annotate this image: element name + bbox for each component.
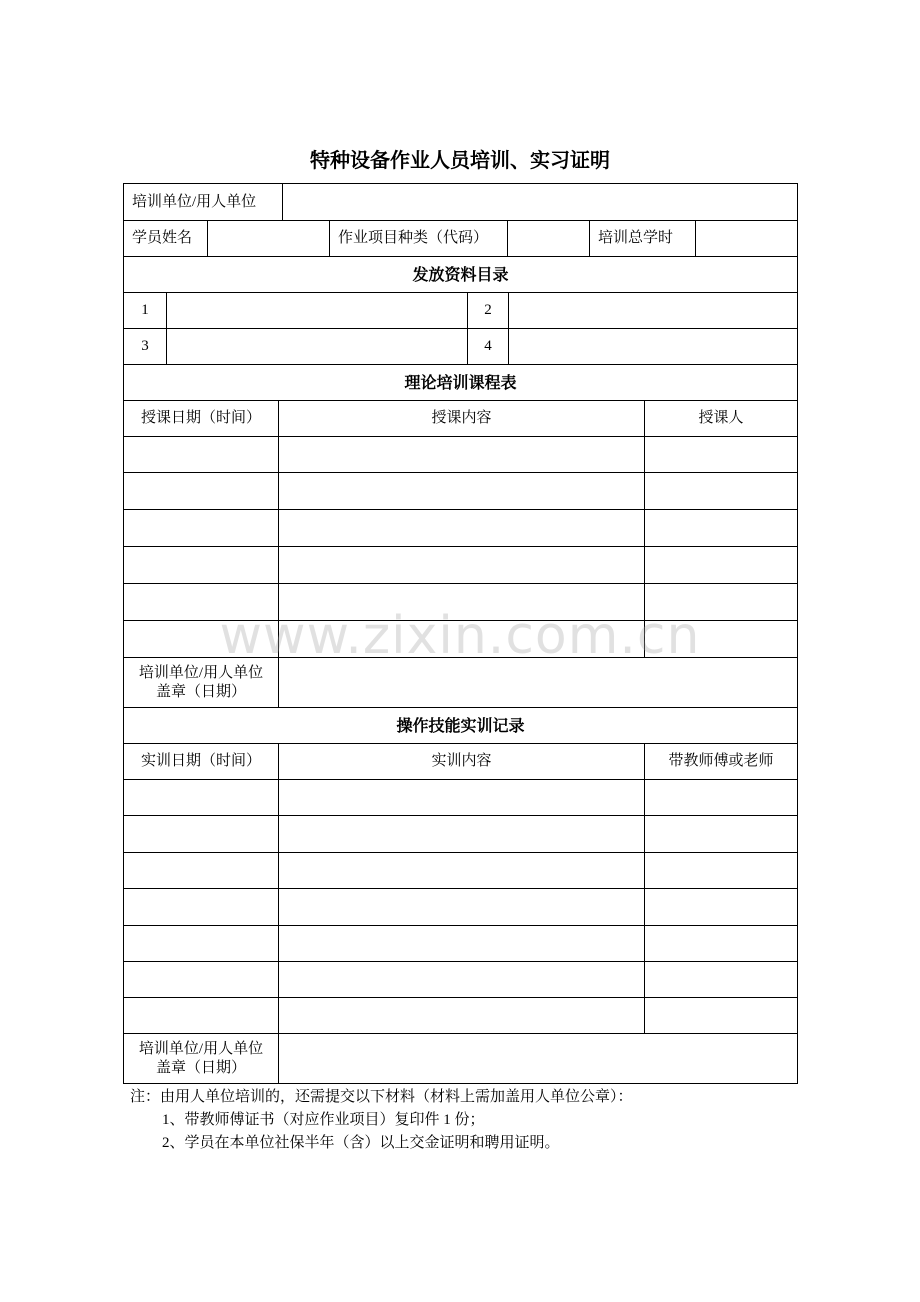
practice-seal-line1: 培训单位/用人单位 <box>138 1040 264 1057</box>
practice-seal-label <box>124 1034 278 1083</box>
notes-item: 1、带教师傅证书（对应作业项目）复印件 1 份； <box>162 1112 485 1128</box>
project-type-field[interactable] <box>508 221 589 256</box>
theory-content-header: 授课内容 <box>431 410 492 426</box>
theory-teacher-header: 授课人 <box>698 410 744 426</box>
practice-content-header: 实训内容 <box>431 753 492 769</box>
theory-seal-line2: 盖章（日期） <box>155 683 246 700</box>
training-unit-field[interactable] <box>283 184 797 220</box>
practice-seal-field[interactable] <box>279 1034 797 1083</box>
notes <box>130 1086 633 1155</box>
theory-seal-line1: 培训单位/用人单位 <box>138 664 264 681</box>
student-name-field[interactable] <box>208 221 329 256</box>
watermark: www.zixin.com.cn <box>219 606 701 666</box>
theory-section-title: 理论培训课程表 <box>404 373 517 392</box>
material-item-number: 3 <box>141 338 149 354</box>
material-item-field[interactable] <box>167 293 467 328</box>
practice-teacher-header: 带教师傅或老师 <box>668 753 774 769</box>
student-name-label: 学员姓名 <box>132 230 193 246</box>
theory-date-header: 授课日期（时间） <box>140 410 261 426</box>
material-item-field[interactable] <box>509 293 797 328</box>
material-item-number: 4 <box>484 338 492 354</box>
notes-item: 2、学员在本单位社保半年（含）以上交金证明和聘用证明。 <box>162 1135 560 1151</box>
material-item-number: 1 <box>141 302 149 318</box>
training-hours-field[interactable] <box>696 221 797 256</box>
project-type-label: 作业项目种类（代码） <box>338 230 489 246</box>
training-hours-label: 培训总学时 <box>598 230 674 246</box>
practice-date-header: 实训日期（时间） <box>140 753 261 769</box>
practice-seal-line2: 盖章（日期） <box>155 1059 246 1076</box>
training-unit-label: 培训单位/用人单位 <box>132 193 257 210</box>
materials-section-title: 发放资料目录 <box>412 265 509 284</box>
material-item-field[interactable] <box>509 329 797 364</box>
page-title: 特种设备作业人员培训、实习证明 <box>310 148 610 172</box>
practice-section-title: 操作技能实训记录 <box>396 716 525 735</box>
material-item-field[interactable] <box>167 329 467 364</box>
notes-intro: 注：由用人单位培训的，还需提交以下材料（材料上需加盖用人单位公章）： <box>130 1089 633 1105</box>
material-item-number: 2 <box>484 302 492 318</box>
